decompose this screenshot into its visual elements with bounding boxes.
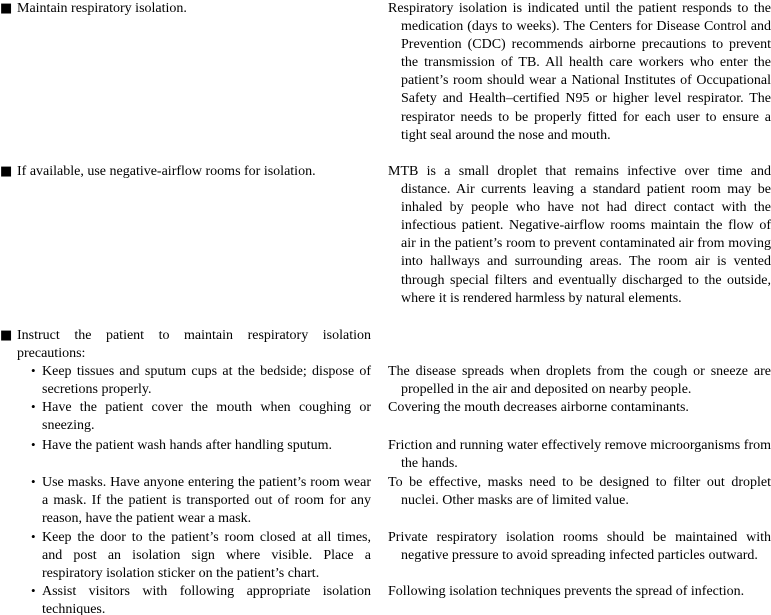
rationale-text: Friction and running water effectively remove microorganisms from the hands. [388, 438, 771, 472]
dot-bullet-icon: • [31, 528, 36, 544]
rationale-cell [388, 437, 771, 473]
table-row [0, 0, 771, 163]
dot-bullet-icon: • [31, 437, 36, 453]
rationale-text: MTB is a small droplet that remains infective over time and distance. Air currents leaving a standard patient room may be inhaled by people who have not had direct contact with the infectious patient. Negative-airflow rooms maintain the flow of air in the patient’s room to prevent contaminated air from moving into hallways and surrounding areas. The room air is vented through special filters and eventually discharged to the outside, where it is rendered harmless by natural elements. [388, 164, 771, 306]
rationale-text: Covering the mouth decreases airborne contaminants. [388, 400, 689, 416]
table-row [0, 363, 771, 399]
table-row [0, 474, 771, 529]
rationale-cell [388, 474, 771, 510]
rationale-cell [388, 399, 771, 417]
dot-bullet-icon: • [31, 363, 36, 379]
intervention-text: Have the patient cover the mouth when coughing or sneezing. [42, 400, 371, 434]
intervention-item [0, 474, 371, 528]
intervention-item [0, 583, 371, 615]
square-bullet-icon: ■ [0, 164, 13, 179]
table-row [0, 399, 771, 437]
intervention-item [0, 327, 371, 363]
rationale-cell [388, 163, 771, 308]
intervention-cell [0, 583, 388, 615]
square-bullet-icon: ■ [0, 328, 13, 343]
intervention-text: Instruct the patient to maintain respiratory isolation precautions: [17, 328, 371, 362]
intervention-cell [0, 474, 388, 528]
rationale-cell [388, 583, 771, 601]
table-row [0, 163, 771, 327]
intervention-text: If available, use negative-airflow rooms for isolation. [17, 164, 316, 179]
rationale-text: Respiratory isolation is indicated until the patient responds to the medication (days to weeks). The Centers for Disease Control and Prevention (CDC) recommends airborne precautions to prevent the transmission of TB. All health care workers who enter the patient’s room should wear a National Institutes of Occupational Safety and Health–certified N95 or higher level respirator. The respirator needs to be properly fitted for each user to ensure a tight seal around the nose and mouth. [388, 1, 771, 143]
rationale-text: Following isolation techniques prevents the spread of infection. [388, 583, 745, 599]
table-row [0, 327, 771, 363]
table-row [0, 529, 771, 583]
intervention-text: Keep the door to the patient’s room closed at all times, and post an isolation sign where visible. Place a respiratory isolation sticker on the patient’s chart. [42, 529, 371, 581]
intervention-text: Assist visitors with following appropriate isolation techniques. [42, 583, 371, 615]
square-bullet-icon: ■ [0, 1, 13, 16]
rationale-cell [388, 363, 771, 399]
intervention-cell [0, 437, 388, 455]
intervention-item [0, 0, 371, 18]
intervention-item [0, 363, 371, 399]
intervention-cell [0, 163, 388, 181]
intervention-item [0, 437, 371, 455]
intervention-cell [0, 399, 388, 435]
rationale-text: To be effective, masks need to be designed to filter out droplet nuclei. Other masks are of limited value. [388, 474, 771, 508]
intervention-cell [0, 0, 388, 18]
intervention-cell [0, 529, 388, 583]
table-row [0, 437, 771, 473]
dot-bullet-icon: • [31, 582, 36, 598]
dot-bullet-icon: • [31, 399, 36, 415]
rationale-text: Private respiratory isolation rooms should be maintained with negative pressure to avoid spreading infected particles outward. [388, 529, 771, 563]
rationale-cell [388, 529, 771, 565]
intervention-item [0, 399, 371, 435]
rationale-text: The disease spreads when droplets from the cough or sneeze are propelled in the air and deposited on nearby people. [388, 364, 771, 398]
dot-bullet-icon: • [31, 473, 36, 489]
intervention-cell [0, 327, 388, 363]
table-row [0, 583, 771, 615]
intervention-text: Have the patient wash hands after handling sputum. [42, 438, 333, 454]
intervention-cell [0, 363, 388, 399]
intervention-item [0, 163, 371, 181]
intervention-text: Maintain respiratory isolation. [17, 1, 187, 16]
intervention-text: Keep tissues and sputum cups at the bedside; dispose of secretions properly. [42, 364, 371, 398]
intervention-item [0, 529, 371, 583]
intervention-text: Use masks. Have anyone entering the patient’s room wear a mask. If the patient is transported out of room for any reason, have the patient wear a mask. [42, 474, 371, 526]
rationale-cell [388, 0, 771, 145]
